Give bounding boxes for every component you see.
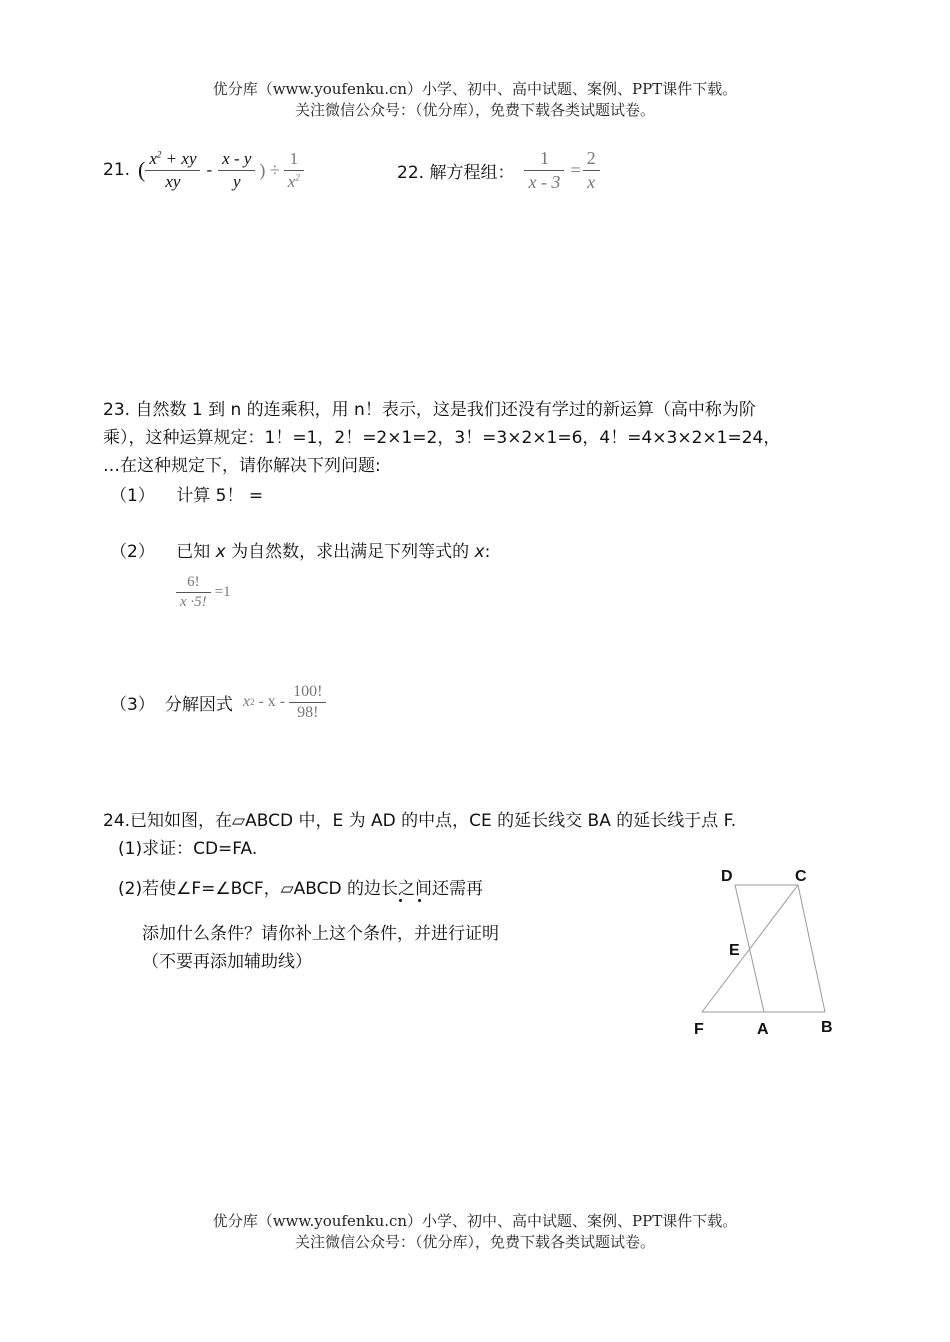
q23-p3-fraction: [289, 683, 326, 722]
q24-part-2: (2)若使∠F=∠BCF，▱ABCD 的边长之间还需再: [118, 879, 484, 899]
label-e: E: [729, 942, 740, 959]
q23-part-2: [110, 537, 490, 562]
q22-equals: =: [570, 159, 581, 180]
parallelogram-figure: [680, 855, 850, 1045]
q21-fraction-3: [284, 149, 304, 192]
q23-p2-text-b: 为自然数，求出满足下列等式的: [225, 542, 475, 562]
question-21: [103, 140, 304, 200]
q22-fraction-2: [583, 148, 600, 193]
q23-part-3: [110, 676, 326, 728]
q23-eq-den: x ·5!: [180, 594, 207, 610]
q24-part-2-note: （不要再添加辅助线）: [142, 952, 312, 972]
emphasis-dot: [399, 899, 402, 902]
q22-f2-num: 2: [583, 148, 600, 171]
footer-line-1: 优分库（www.youfenku.cn）小学、初中、高中试题、案例、PPT课件下载。: [212, 1212, 738, 1230]
q23-p2-label: （2）: [110, 542, 155, 562]
q21-f1-num-a: x: [149, 148, 157, 168]
q23-p3-expr-a: x: [242, 693, 250, 710]
q24-line-1: 24.已知如图，在▱ABCD 中，E 为 AD 的中点，CE 的延长线交 BA 的延长线于点 F.: [103, 811, 737, 831]
q23-eq-rhs: =1: [214, 584, 231, 600]
q23-eq-num: 6!: [176, 574, 211, 593]
q23-eq-fraction: [176, 574, 211, 611]
q23-p3-expr-sup: 2: [249, 697, 255, 707]
header-line-1: 优分库（www.youfenku.cn）小学、初中、高中试题、案例、PPT课件下载。: [212, 80, 738, 98]
q22-fraction-1: [524, 148, 564, 193]
footer-line-2: 关注微信公众号：（优分库），免费下载各类试题试卷。: [294, 1233, 655, 1251]
q23-p3-label: （3）: [110, 694, 155, 715]
q22-f2-den: x: [587, 171, 596, 192]
q23-p3-text: 分解因式: [164, 694, 233, 715]
q21-f3-den: x: [287, 171, 296, 191]
q21-f1-num-b: + xy: [161, 148, 197, 168]
q23-p3-num: 100!: [289, 683, 326, 703]
q23-p2-text-c: :: [484, 542, 491, 562]
question-22: [397, 140, 600, 200]
label-b: B: [821, 1019, 833, 1036]
label-c: C: [795, 868, 807, 885]
q22-f1-den: x - 3: [528, 171, 561, 192]
q21-fraction-2: [218, 149, 255, 192]
header-line-2: 关注微信公众号：（优分库），免费下载各类试题试卷。: [294, 101, 655, 119]
emphasis-dot: [418, 899, 421, 902]
q21-close-divide: ) ÷: [259, 159, 280, 180]
q21-f2-den: y: [233, 171, 241, 191]
q21-open-paren: (: [138, 157, 146, 182]
q23-equation: [176, 574, 231, 611]
q24-part-1: (1)求证：CD=FA.: [118, 839, 258, 859]
label-a: A: [757, 1021, 769, 1038]
q21-f1-num-sup: 2: [156, 148, 162, 159]
q24-part-2-continued: 添加什么条件？请你补上这个条件，并进行证明: [142, 924, 499, 944]
q23-line-1: 23. 自然数 1 到 n 的连乘积，用 n！表示，这是我们还没有学过的新运算（高中称为阶: [103, 400, 756, 420]
q23-p3-den: 98!: [297, 703, 319, 721]
q23-line-2: 乘），这种运算规定：1！=1，2！=2×1=2，3！=3×2×1=6，4！=4×3×2×1=24，: [103, 428, 781, 448]
side-cb: [798, 885, 825, 1012]
q23-p2-text-a: 已知: [176, 542, 216, 562]
q21-f3-den-sup: 2: [295, 171, 300, 182]
q23-p1-text: 计算 5！ =: [176, 486, 264, 506]
q23-p2-var2: x: [474, 542, 485, 562]
q23-p3-expr-b: - x -: [258, 693, 286, 710]
q23-p1-label: （1）: [110, 486, 155, 506]
q23-line-3: …在这种规定下，请你解决下列问题:: [103, 456, 381, 476]
line-cf: [702, 885, 798, 1012]
q21-f3-num: 1: [284, 149, 304, 171]
q21-minus: -: [206, 160, 213, 179]
q23-p2-var: x: [215, 542, 226, 562]
q21-label: 21.: [103, 160, 131, 180]
label-f: F: [694, 1021, 704, 1038]
q21-f1-den: xy: [165, 171, 181, 191]
q21-f2-num: x - y: [218, 149, 255, 171]
q23-part-1: [110, 481, 263, 506]
q22-label: 22. 解方程组：: [397, 162, 515, 183]
label-d: D: [721, 868, 733, 885]
q22-f1-num: 1: [524, 148, 564, 171]
q21-fraction-1: [145, 149, 200, 192]
